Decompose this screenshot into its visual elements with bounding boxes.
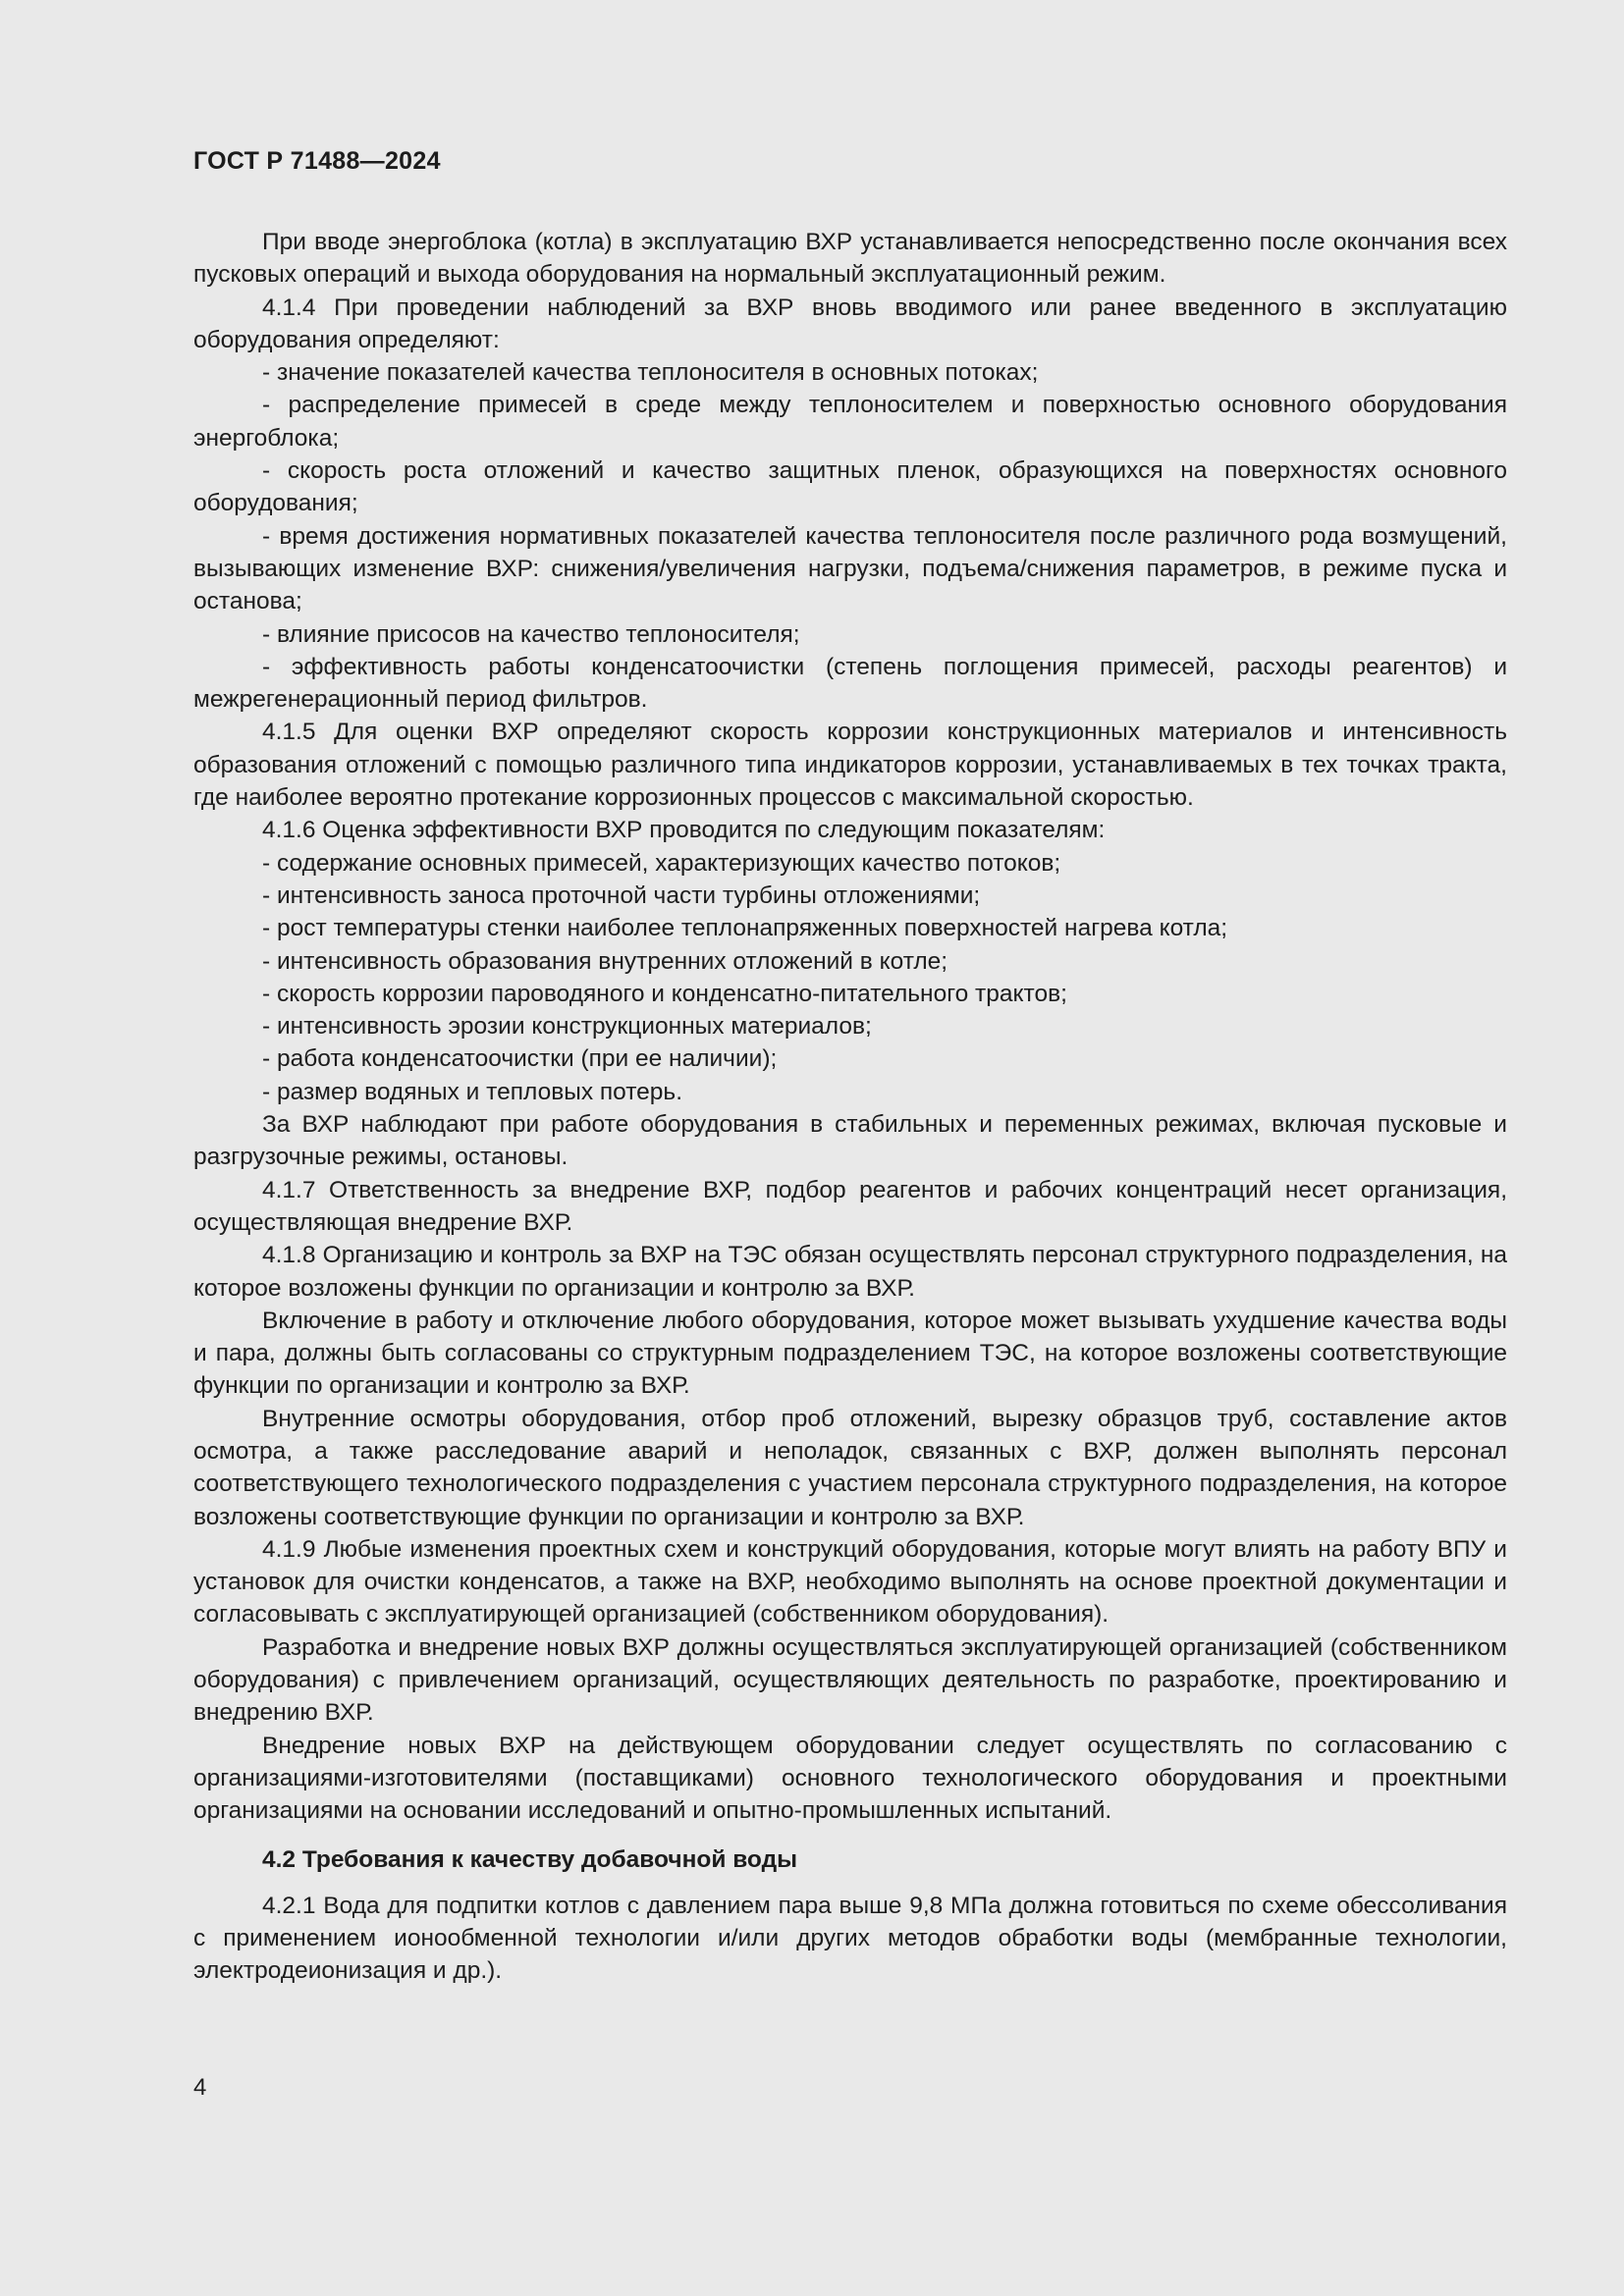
list-item: - распределение примесей в среде между теплоносителем и поверхностью основного оборудования энергоблока; [193, 392, 1507, 452]
list-item: - интенсивность заноса проточной части турбины отложениями; [262, 881, 981, 909]
list-item: - скорость коррозии пароводяного и конденсатно-питательного трактов; [262, 980, 1067, 1007]
list-item: - рост температуры стенки наиболее теплонапряженных поверхностей нагрева котла; [262, 915, 1228, 942]
clause-4-1-4: 4.1.4 При проведении наблюдений за ВХР вновь вводимого или ранее введенного в эксплуатацию оборудования определяют: [193, 294, 1507, 353]
clause-4-1-6: 4.1.6 Оценка эффективности ВХР проводится по следующим показателям: [262, 817, 1106, 844]
paragraph: При вводе энергоблока (котла) в эксплуатацию ВХР устанавливается непосредственно после окончания всех пусковых операций и выхода оборудования на нормальный эксплуатационный режим. [193, 229, 1507, 289]
paragraph: Внедрение новых ВХР на действующем оборудовании следует осуществлять по согласованию с организациями-изготовителями (поставщиками) основного технологического оборудования и проектными организациями на основании исследований и опытно-промышленных испытаний. [193, 1732, 1507, 1825]
list-item: - скорость роста отложений и качество защитных пленок, образующихся на поверхностях основного оборудования; [193, 457, 1507, 517]
clause-4-1-5: 4.1.5 Для оценки ВХР определяют скорость коррозии конструкционных материалов и интенсивность образования отложений с помощью различного типа индикаторов коррозии, устанавливаемых в тех точках тракта, где наиболее вероятно протекание коррозионных процессов с максимальной скоростью. [193, 719, 1507, 812]
list-item: - интенсивность образования внутренних отложений в котле; [262, 947, 948, 975]
clause-4-2-1: 4.2.1 Вода для подпитки котлов с давлением пара выше 9,8 МПа должна готовиться по схеме обессоливания с применением ионообменной технологии и/или других методов обработки воды (мембранные технологии, электродеионизация и др.). [193, 1892, 1507, 1985]
list-item: - интенсивность эрозии конструкционных материалов; [262, 1013, 872, 1041]
clause-4-1-8: 4.1.8 Организацию и контроль за ВХР на ТЭС обязан осуществлять персонал структурного подразделения, на которое возложены функции по организации и контролю за ВХР. [193, 1242, 1507, 1302]
section-heading-4-2: 4.2 Требования к качеству добавочной воды [262, 1845, 798, 1873]
list-item: - значение показателей качества теплоносителя в основных потоках; [262, 359, 1039, 387]
document-body [193, 226, 1507, 1988]
list-item: - работа конденсатоочистки (при ее наличии); [262, 1045, 778, 1073]
list-item: - эффективность работы конденсатоочистки (степень поглощения примесей, расходы реагентов) и межрегенерационный период фильтров. [193, 653, 1507, 714]
paragraph: Разработка и внедрение новых ВХР должны осуществляться эксплуатирующей организацией (собственником оборудования) с привлечением организаций, осуществляющих деятельность по разработке, проектированию и внедрению ВХР. [193, 1633, 1507, 1727]
paragraph: Внутренние осмотры оборудования, отбор проб отложений, вырезку образцов труб, составление актов осмотра, а также расследование аварий и неполадок, связанных с ВХР, должен выполнять персонал соответствующего технологического подразделения с участием персонала структурного подразделения, на которое возложены соответствующие функции по организации и контролю за ВХР. [193, 1405, 1507, 1530]
list-item: - влияние присосов на качество теплоносителя; [262, 620, 800, 648]
paragraph: Включение в работу и отключение любого оборудования, которое может вызывать ухудшение качества воды и пара, должны быть согласованы со структурным подразделением ТЭС, на которое возложены соответствующие функции по организации и контролю за ВХР. [193, 1307, 1507, 1400]
list-item: - размер водяных и тепловых потерь. [262, 1078, 682, 1105]
list-item: - время достижения нормативных показателей качества теплоносителя после различного рода возмущений, вызывающих изменение ВХР: снижения/увеличения нагрузки, подъема/снижения параметров, в режиме пуска и останова; [193, 522, 1507, 615]
clause-4-1-7: 4.1.7 Ответственность за внедрение ВХР, подбор реагентов и рабочих концентраций несет организация, осуществляющая внедрение ВХР. [193, 1176, 1507, 1236]
page-number: 4 [193, 2074, 207, 2101]
list-item: - содержание основных примесей, характеризующих качество потоков; [262, 849, 1061, 877]
paragraph: За ВХР наблюдают при работе оборудования в стабильных и переменных режимах, включая пусковые и разгрузочные режимы, остановы. [193, 1111, 1507, 1171]
document-header: ГОСТ Р 71488—2024 [193, 147, 441, 175]
clause-4-1-9: 4.1.9 Любые изменения проектных схем и конструкций оборудования, которые могут влиять на работу ВПУ и установок для очистки конденсатов, а также на ВХР, необходимо выполнять на основе проектной документации и согласовывать с эксплуатирующей организацией (собственником оборудования). [193, 1535, 1507, 1629]
